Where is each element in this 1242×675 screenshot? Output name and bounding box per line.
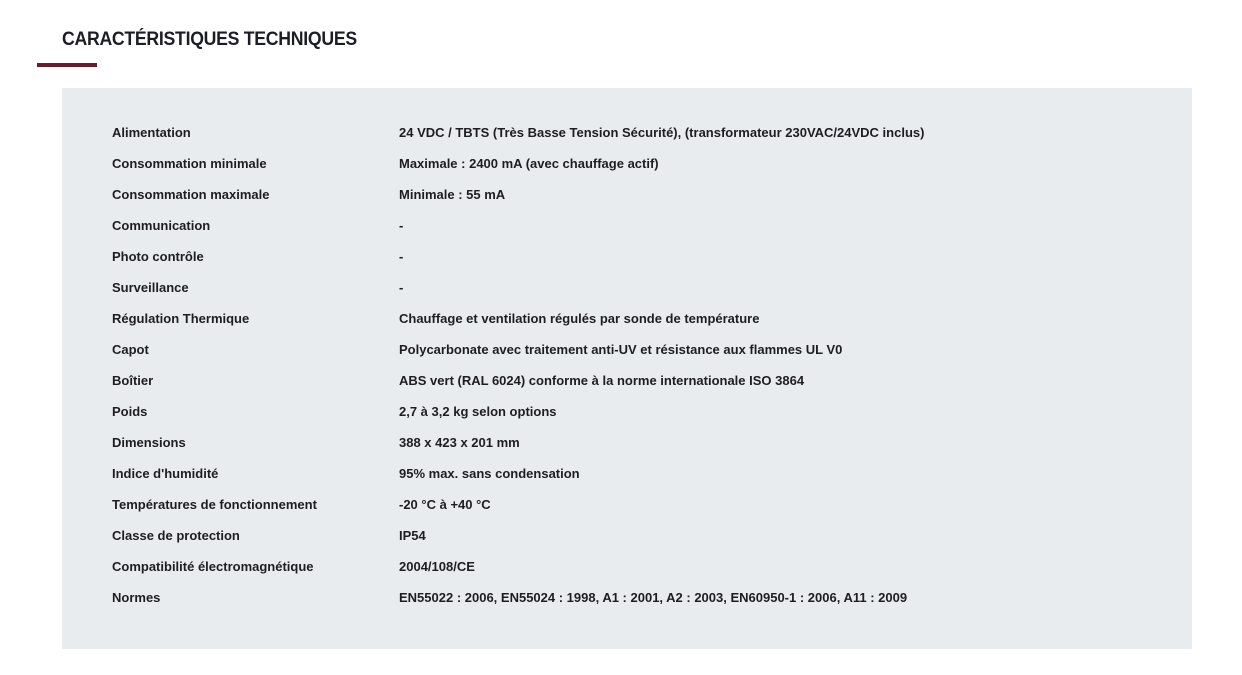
spec-label: Températures de fonctionnement	[112, 497, 317, 512]
spec-value: 2004/108/CE	[399, 559, 475, 574]
spec-label: Consommation maximale	[112, 187, 270, 202]
section-title: CARACTÉRISTIQUES TECHNIQUES	[62, 29, 357, 50]
spec-row	[112, 365, 924, 396]
spec-label: Poids	[112, 404, 148, 419]
spec-row	[112, 179, 924, 210]
spec-label: Normes	[112, 590, 161, 605]
spec-value: Minimale : 55 mA	[399, 187, 506, 202]
spec-label: Indice d'humidité	[112, 466, 219, 481]
spec-value: IP54	[399, 528, 426, 543]
spec-label: Boîtier	[112, 373, 154, 388]
spec-label: Communication	[112, 218, 211, 233]
spec-value: 95% max. sans condensation	[399, 466, 580, 481]
spec-row	[112, 210, 924, 241]
spec-value: -	[399, 218, 404, 233]
specs-table	[112, 117, 924, 613]
spec-row	[112, 396, 924, 427]
spec-row	[112, 582, 924, 613]
spec-row	[112, 272, 924, 303]
spec-label: Photo contrôle	[112, 249, 204, 264]
spec-row	[112, 427, 924, 458]
spec-label: Surveillance	[112, 280, 189, 295]
spec-value: Chauffage et ventilation régulés par sonde de température	[399, 311, 760, 326]
spec-row	[112, 148, 924, 179]
title-underline	[37, 63, 97, 67]
spec-label: Dimensions	[112, 435, 186, 450]
spec-label: Consommation minimale	[112, 156, 267, 171]
spec-label: Régulation Thermique	[112, 311, 250, 326]
spec-label: Capot	[112, 342, 149, 357]
spec-value: 388 x 423 x 201 mm	[399, 435, 520, 450]
spec-value: EN55022 : 2006, EN55024 : 1998, A1 : 2001, A2 : 2003, EN60950-1 : 2006, A11 : 2009	[399, 590, 908, 605]
spec-row	[112, 520, 924, 551]
spec-label: Alimentation	[112, 125, 191, 140]
specs-panel	[62, 88, 1192, 649]
spec-row	[112, 334, 924, 365]
spec-label: Classe de protection	[112, 528, 240, 543]
spec-row	[112, 241, 924, 272]
spec-value: 2,7 à 3,2 kg selon options	[399, 404, 557, 419]
spec-value: ABS vert (RAL 6024) conforme à la norme internationale ISO 3864	[399, 373, 805, 388]
spec-row	[112, 551, 924, 582]
spec-row	[112, 303, 924, 334]
spec-value: 24 VDC / TBTS (Très Basse Tension Sécurité), (transformateur 230VAC/24VDC inclus)	[399, 125, 925, 140]
spec-value: Maximale : 2400 mA (avec chauffage actif)	[399, 156, 659, 171]
spec-row	[112, 458, 924, 489]
spec-value: -	[399, 249, 404, 264]
spec-value: Polycarbonate avec traitement anti-UV et résistance aux flammes UL V0	[399, 342, 843, 357]
spec-row	[112, 489, 924, 520]
spec-value: -	[399, 280, 404, 295]
spec-value: -20 °C à +40 °C	[399, 497, 491, 512]
spec-label: Compatibilité électromagnétique	[112, 559, 314, 574]
spec-row	[112, 117, 924, 148]
